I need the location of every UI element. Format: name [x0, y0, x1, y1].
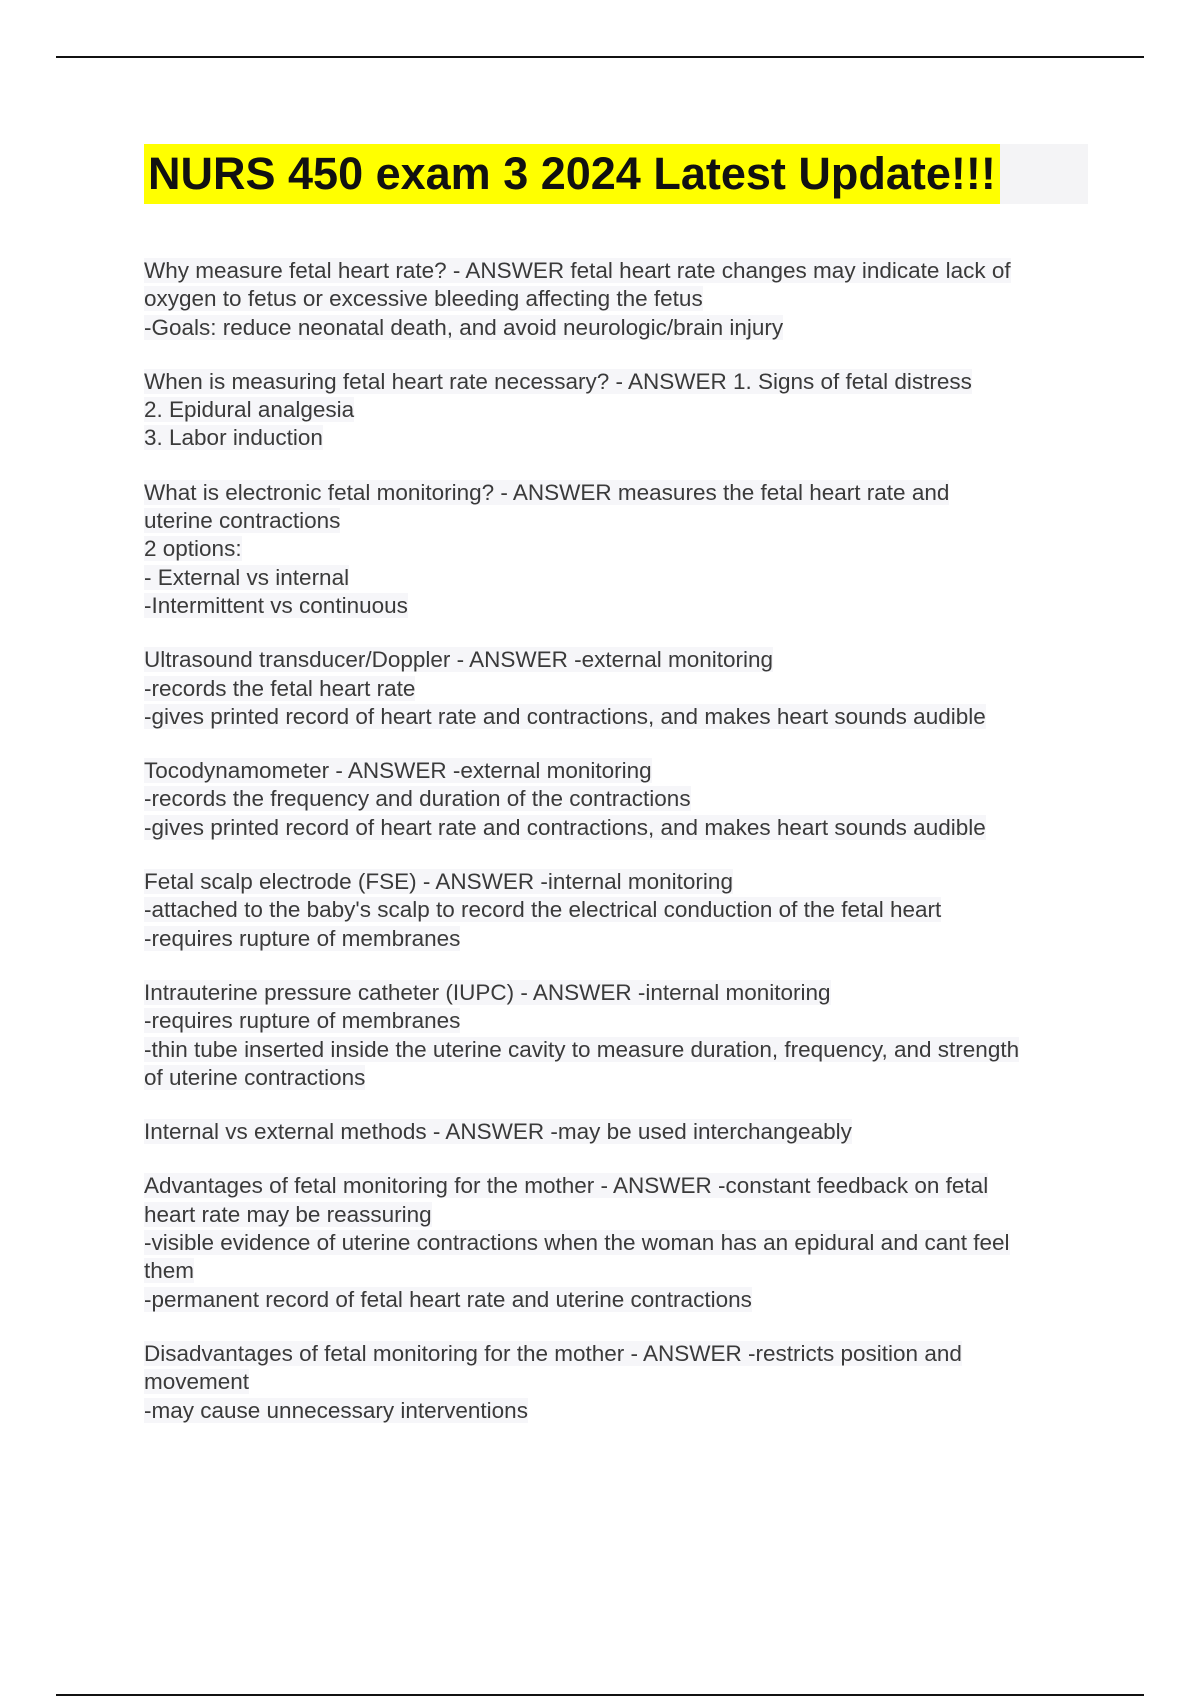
qa-line-text: -attached to the baby's scalp to record the electrical conduction of the fetal heart	[144, 897, 942, 923]
qa-line-text: 2 options:	[144, 536, 242, 562]
qa-answer-line	[144, 1201, 1094, 1229]
qa-answer-line	[144, 1229, 1094, 1257]
qa-line-text: What is electronic fetal monitoring? - ANSWER measures the fetal heart rate and	[144, 479, 950, 505]
qa-item	[144, 1118, 1094, 1146]
qa-answer-line	[144, 785, 1094, 813]
qa-item	[144, 868, 1094, 953]
qa-item	[144, 257, 1094, 342]
qa-answer-line	[144, 1007, 1094, 1035]
qa-answer-line	[144, 1397, 1094, 1425]
qa-answer-line	[144, 592, 1094, 620]
qa-question-line	[144, 1172, 1094, 1200]
qa-question-line	[144, 646, 1094, 674]
qa-answer-line	[144, 896, 1094, 924]
qa-line-text: uterine contractions	[144, 508, 341, 534]
qa-line-text: movement	[144, 1369, 250, 1395]
qa-line-text: Tocodynamometer - ANSWER -external monitoring	[144, 758, 652, 784]
qa-line-text: -gives printed record of heart rate and contractions, and makes heart sounds audible	[144, 814, 986, 840]
qa-answer-line	[144, 507, 1094, 535]
qa-line-text: -Goals: reduce neonatal death, and avoid neurologic/brain injury	[144, 314, 784, 340]
qa-line-text: -visible evidence of uterine contractions when the woman has an epidural and cant feel	[144, 1230, 1010, 1256]
qa-item	[144, 646, 1094, 731]
qa-line-text: heart rate may be reassuring	[144, 1201, 432, 1227]
qa-line-text: -permanent record of fetal heart rate and uterine contractions	[144, 1286, 752, 1312]
qa-answer-line	[144, 314, 1094, 342]
qa-item	[144, 757, 1094, 842]
qa-line-text: -gives printed record of heart rate and contractions, and makes heart sounds audible	[144, 703, 986, 729]
qa-answer-line	[144, 925, 1094, 953]
top-rule	[56, 56, 1144, 58]
qa-answer-line	[144, 564, 1094, 592]
qa-answer-line	[144, 1368, 1094, 1396]
qa-item	[144, 1340, 1094, 1425]
qa-item	[144, 1172, 1094, 1313]
qa-answer-line	[144, 424, 1094, 452]
qa-line-text: -requires rupture of membranes	[144, 925, 461, 951]
qa-line-text: them	[144, 1258, 195, 1284]
qa-line-text: Ultrasound transducer/Doppler - ANSWER -external monitoring	[144, 647, 774, 673]
qa-line-text: 3. Labor induction	[144, 425, 323, 451]
qa-line-text: -records the frequency and duration of the contractions	[144, 786, 691, 812]
qa-line-text: Intrauterine pressure catheter (IUPC) - ANSWER -internal monitoring	[144, 979, 831, 1005]
qa-line-text: Disadvantages of fetal monitoring for the mother - ANSWER -restricts position and	[144, 1340, 962, 1366]
qa-question-line	[144, 1118, 1094, 1146]
qa-line-text: -thin tube inserted inside the uterine cavity to measure duration, frequency, and strength	[144, 1036, 1020, 1062]
qa-question-line	[144, 757, 1094, 785]
qa-answer-line	[144, 814, 1094, 842]
qa-question-line	[144, 257, 1094, 285]
qa-answer-line	[144, 1286, 1094, 1314]
bottom-rule	[56, 1694, 1144, 1696]
qa-item	[144, 368, 1094, 453]
qa-answer-line	[144, 535, 1094, 563]
qa-line-text: Why measure fetal heart rate? - ANSWER fetal heart rate changes may indicate lack of	[144, 258, 1011, 283]
qa-answer-line	[144, 703, 1094, 731]
qa-line-text: of uterine contractions	[144, 1064, 366, 1090]
qa-question-line	[144, 979, 1094, 1007]
qa-answer-line	[144, 396, 1094, 424]
qa-answer-line	[144, 1036, 1094, 1064]
qa-line-text: -may cause unnecessary interventions	[144, 1397, 528, 1423]
qa-question-line	[144, 479, 1094, 507]
qa-answer-line	[144, 1064, 1094, 1092]
qa-line-text: -records the fetal heart rate	[144, 675, 416, 701]
qa-line-text: When is measuring fetal heart rate necessary? - ANSWER 1. Signs of fetal distress	[144, 368, 972, 394]
qa-question-line	[144, 368, 1094, 396]
qa-list	[144, 257, 1094, 1451]
qa-line-text: Internal vs external methods - ANSWER -may be used interchangeably	[144, 1119, 852, 1145]
qa-answer-line	[144, 675, 1094, 703]
title-block	[144, 144, 1088, 204]
qa-line-text: Fetal scalp electrode (FSE) - ANSWER -internal monitoring	[144, 869, 733, 895]
qa-answer-line	[144, 285, 1094, 313]
qa-line-text: Advantages of fetal monitoring for the mother - ANSWER -constant feedback on fetal	[144, 1173, 989, 1199]
qa-item	[144, 479, 1094, 620]
qa-question-line	[144, 1340, 1094, 1368]
qa-line-text: -Intermittent vs continuous	[144, 592, 408, 618]
qa-line-text: - External vs internal	[144, 564, 350, 590]
document-title: NURS 450 exam 3 2024 Latest Update!!!	[144, 144, 1000, 204]
qa-line-text: 2. Epidural analgesia	[144, 397, 355, 423]
qa-question-line	[144, 868, 1094, 896]
qa-item	[144, 979, 1094, 1092]
qa-line-text: oxygen to fetus or excessive bleeding affecting the fetus	[144, 286, 703, 312]
qa-line-text: -requires rupture of membranes	[144, 1008, 461, 1034]
qa-answer-line	[144, 1257, 1094, 1285]
